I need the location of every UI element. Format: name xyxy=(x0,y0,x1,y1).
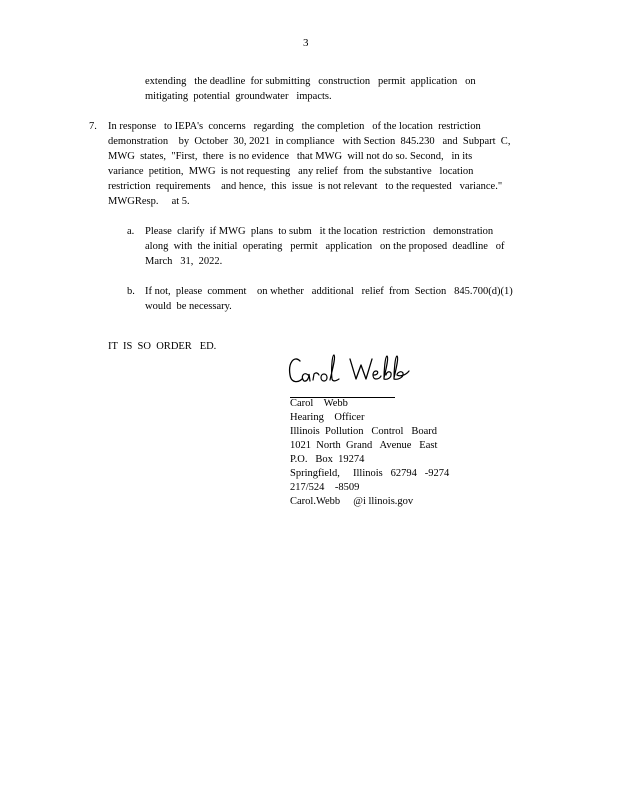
signer-name: Carol Webb xyxy=(290,398,348,409)
item-7-line-5: restriction requirements and hence, this issue is not relevant to the requested variance." xyxy=(108,181,503,192)
item-7-number: 7. xyxy=(89,121,97,132)
item-7-line-3: MWG states, "First, there is no evidence that MWG will not do so. Second, in its xyxy=(108,151,473,162)
continuation-line-1: extending the deadline for submitting construction permit application on xyxy=(145,76,476,87)
order-statement: IT IS SO ORDER ED. xyxy=(108,341,217,352)
page-number: 3 xyxy=(303,37,309,49)
item-7-line-2: demonstration by October 30, 2021 in compliance with Section 845.230 and Subpart C, xyxy=(108,136,511,147)
item-7a-line-2: along with the initial operating permit application on the proposed deadline of xyxy=(145,241,505,252)
handwritten-signature xyxy=(286,351,414,391)
signer-email: Carol.Webb @i llinois.gov xyxy=(290,496,414,507)
signer-organization: Illinois Pollution Control Board xyxy=(290,426,438,437)
signer-title: Hearing Officer xyxy=(290,412,365,423)
item-7-line-1: In response to IEPA's concerns regarding the completion of the location restriction xyxy=(108,121,481,132)
signer-po-box: P.O. Box 19274 xyxy=(290,454,365,465)
item-7a-line-3: March 31, 2022. xyxy=(145,256,223,267)
signer-phone: 217/524 -8509 xyxy=(290,482,360,493)
item-7-line-6: MWGResp. at 5. xyxy=(108,196,190,207)
item-7b-marker: b. xyxy=(127,286,135,297)
item-7b-line-1: If not, please comment on whether additional relief from Section 845.700(d)(1) xyxy=(145,286,513,297)
continuation-line-2: mitigating potential groundwater impacts. xyxy=(145,91,332,102)
item-7b-line-2: would be necessary. xyxy=(145,301,232,312)
item-7-line-4: variance petition, MWG is not requesting any relief from the substantive location xyxy=(108,166,474,177)
signer-city-state-zip: Springfield, Illinois 62794 -9274 xyxy=(290,468,450,479)
signer-street-address: 1021 North Grand Avenue East xyxy=(290,440,438,451)
item-7a-marker: a. xyxy=(127,226,135,237)
item-7a-line-1: Please clarify if MWG plans to subm it the location restriction demonstration xyxy=(145,226,494,237)
